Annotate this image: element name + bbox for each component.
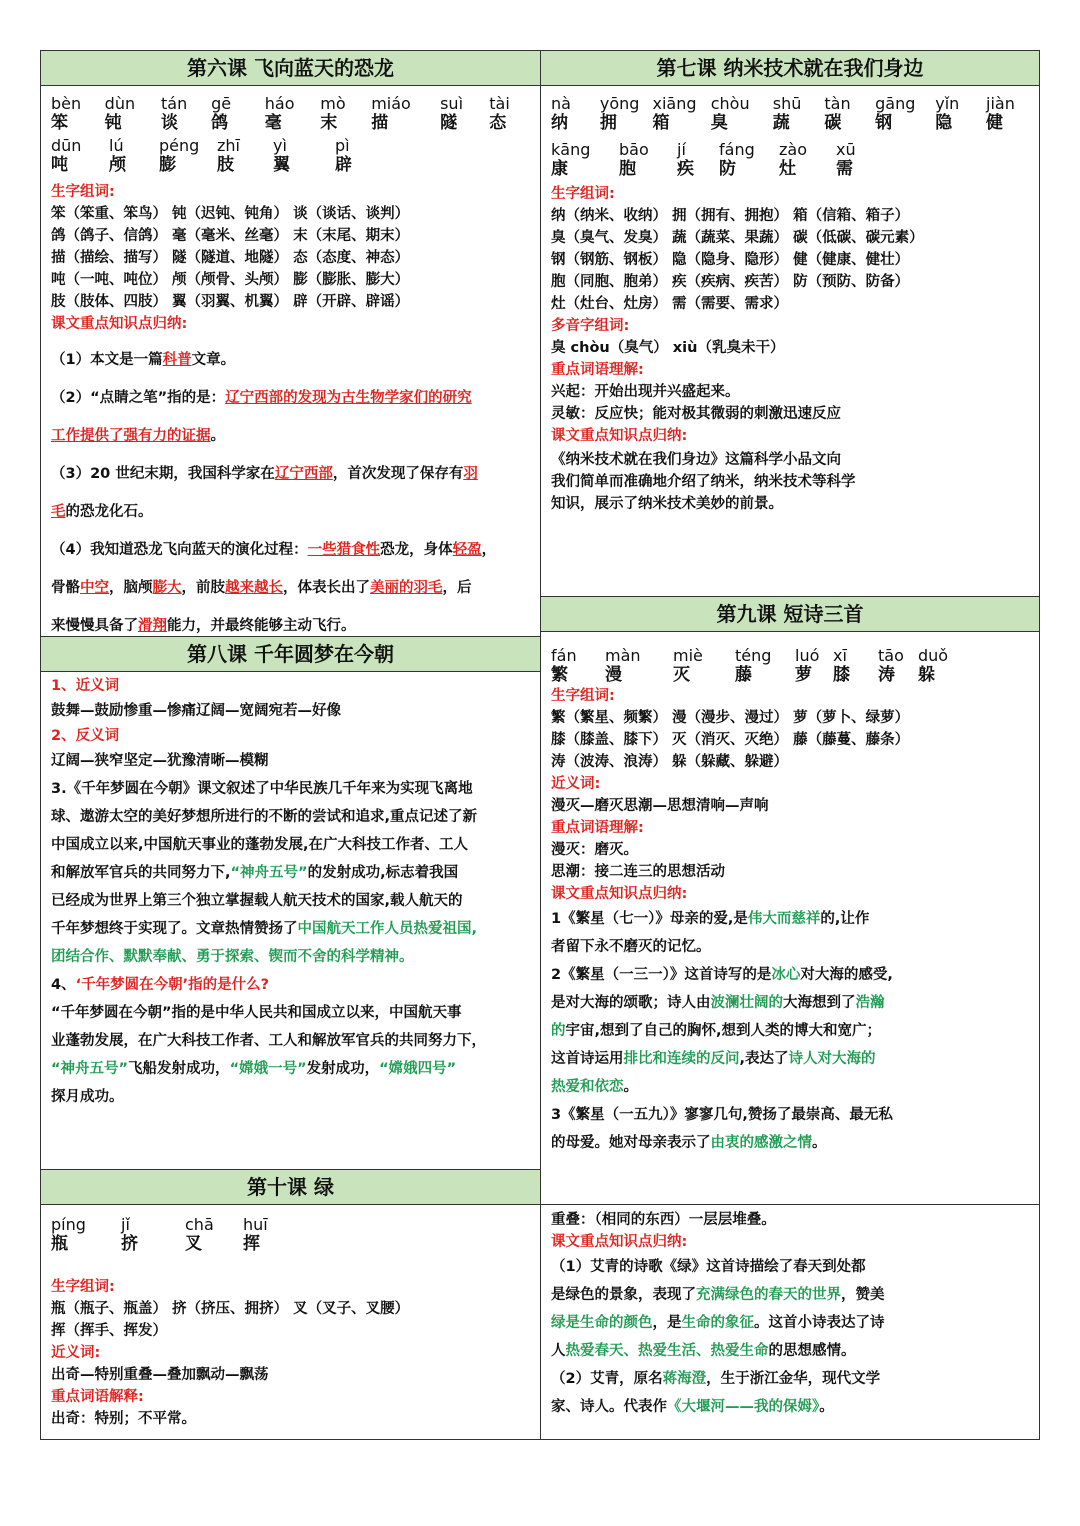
pinyin-text: miè: [673, 646, 703, 665]
hanzi-text: 毫: [264, 113, 282, 133]
pinyin-char: [551, 141, 619, 179]
lesson8-answer-line1: “千年梦圆在今朝”指的是中华人民共和国成立以来，中国航天事: [51, 1005, 462, 1021]
lesson10-point1-l3: 绿是生命的颜色，是生命的象征。这首小诗表达了诗: [551, 1315, 885, 1331]
pinyin-text: pì: [335, 136, 350, 155]
pinyin-char: [551, 647, 605, 685]
pinyin-text: yì: [273, 136, 287, 155]
text-line: 知识，展示了纳米技术美妙的前景。: [551, 496, 783, 512]
text-line: 肢（肢体、四肢） 翼（羽翼、机翼） 辟（开辟、辟谣）: [51, 294, 410, 310]
hanzi-text: 胞: [619, 159, 636, 179]
lesson8-panel: [41, 637, 540, 1169]
lesson10-point1-l2: 是绿色的景象，表现了充满绿色的春天的世界，赞美: [551, 1287, 885, 1303]
lesson7-title: 第七课 纳米技术就在我们身边: [541, 51, 1039, 86]
pinyin-char: [105, 95, 161, 133]
lesson6-point3-cont: 毛的恐龙化石。: [51, 504, 153, 520]
pinyin-text: chòu: [710, 94, 750, 113]
pinyin-text: jí: [677, 140, 686, 159]
lesson7-pinyin-row2: [551, 141, 1033, 179]
lesson10-point2: （2）艾青，原名蒋海澄，生于浙江金华，现代文学: [551, 1371, 881, 1387]
text-line: 描（描绘、描写） 隧（隧道、地隧） 态（态度、神态）: [51, 250, 410, 266]
pinyin-char: [273, 137, 335, 175]
hanzi-text: 纳: [551, 113, 568, 133]
lesson9-syn: 漫灭—磨灭思潮—思想清响—声响: [551, 798, 769, 814]
pinyin-char: [673, 647, 735, 685]
text-line: 膝（膝盖、膝下） 灭（消灭、灭绝） 藤（藤蔓、藤条）: [551, 732, 910, 748]
pinyin-char: [217, 137, 273, 175]
lesson7-points: [551, 449, 1033, 515]
hanzi-text: 健: [986, 113, 1003, 133]
hanzi-text: 颅: [109, 155, 126, 175]
lesson8-ant-heading: 2、反义词: [51, 728, 120, 744]
pinyin-char: [677, 141, 719, 179]
pinyin-char: [51, 137, 109, 175]
text-line: 思潮：接二连三的思想活动: [551, 864, 725, 880]
lesson8-para-line5: 已经成为世界上第三个独立掌握载人航天技术的国家,载人航天的: [51, 893, 463, 909]
lesson10-points-heading: 课文重点知识点归纳:: [551, 1234, 688, 1250]
pinyin-char: [600, 95, 653, 133]
lesson7-pinyin-row1: [551, 95, 1033, 133]
text-line: 兴起：开始出现并兴盛起来。: [551, 384, 740, 400]
pinyin-char: [652, 95, 710, 133]
lesson8-answer-line2: 业蓬勃发展，在广大科技工作者、工人和解放军官兵的共同努力下，: [51, 1033, 486, 1049]
pinyin-text: bāo: [619, 140, 649, 159]
pinyin-char: [824, 95, 875, 133]
lesson9-pinyin-row1: [551, 647, 1033, 685]
text-line: 吨（一吨、吨位） 颅（颅骨、头颅） 膨（膨胀、膨大）: [51, 272, 410, 288]
hanzi-text: 膝: [833, 665, 850, 685]
pinyin-char: [243, 1216, 293, 1254]
lesson9-point2-l5: 热爱和依恋。: [551, 1079, 638, 1095]
pinyin-char: [986, 95, 1033, 133]
hanzi-text: 描: [371, 113, 389, 133]
lesson10-syn: 出奇—特别重叠—叠加飘动—飘荡: [51, 1367, 269, 1383]
hanzi-text: 态: [489, 113, 507, 133]
lesson10-right-term: 重叠：（相同的东西）一层层堆叠。: [551, 1212, 776, 1228]
pinyin-text: píng: [51, 1215, 86, 1234]
pinyin-text: luó: [795, 646, 820, 665]
hanzi-text: 钝: [104, 113, 122, 133]
pinyin-text: jǐ: [121, 1215, 130, 1234]
lesson9-terms: [551, 839, 1033, 883]
lesson7-poly: 臭 chòu（臭气） xiù（乳臭未干）: [551, 340, 785, 356]
pinyin-text: mò: [320, 94, 346, 113]
pinyin-text: miáo: [371, 94, 411, 113]
pinyin-char: [211, 95, 265, 133]
lesson7-words-heading: 生字组词:: [551, 186, 615, 202]
lesson9-words: [551, 707, 1033, 773]
pinyin-text: xiāng: [652, 94, 697, 113]
lesson6-point1: （1）本文是一篇科普文章。: [51, 352, 236, 368]
text-line: 笨（笨重、笨鸟） 钝（迟钝、钝角） 谈（谈话、谈判）: [51, 206, 410, 222]
pinyin-text: tài: [489, 94, 510, 113]
pinyin-text: tāo: [878, 646, 904, 665]
lesson8-para-line7: 团结合作、默默奉献、勇于探索、锲而不舍的科学精神。: [51, 949, 414, 965]
lesson9-point2-l3: 的宇宙,想到了自己的胸怀,想到人类的博大和宽广；: [551, 1023, 882, 1039]
text-line: 纳（纳米、收纳） 拥（拥有、拥抱） 箱（信箱、箱子）: [551, 208, 910, 224]
pinyin-text: zhī: [217, 136, 240, 155]
pinyin-text: kāng: [551, 140, 591, 159]
lesson10-point1-l4: 人热爱春天、热爱生活、热爱生命的思想感情。: [551, 1343, 856, 1359]
lesson7-panel: [541, 51, 1039, 596]
hanzi-text: 需: [836, 159, 853, 179]
lesson10-terms-heading: 重点词语解释:: [51, 1389, 144, 1405]
lesson10-words: [51, 1298, 534, 1342]
pinyin-char: [836, 141, 886, 179]
pinyin-char: [551, 95, 600, 133]
pinyin-char: [918, 647, 968, 685]
text-line: 《纳米技术就在我们身边》这篇科学小品文向: [551, 452, 841, 468]
pinyin-text: lú: [109, 136, 124, 155]
pinyin-char: [735, 647, 795, 685]
hanzi-text: 康: [551, 159, 568, 179]
text-line: 涛（波涛、浪涛） 躲（躲藏、躲避）: [551, 754, 789, 770]
lesson7-words: [551, 205, 1033, 315]
notes-sheet: [40, 50, 1040, 1440]
hanzi-text: 辟: [335, 155, 352, 175]
pinyin-char: [489, 95, 534, 133]
lesson8-para-line4: 和解放军官兵的共同努力下,“神舟五号”的发射成功,标志着我国: [51, 865, 459, 881]
pinyin-text: xī: [833, 646, 847, 665]
lesson8-syn-heading: 1、近义词: [51, 678, 120, 694]
text-line: 钢（钢筋、钢板） 隐（隐身、隐形） 健（健康、健壮）: [551, 252, 910, 268]
lesson10-point1: （1）艾青的诗歌《绿》这首诗描绘了春天到处都: [551, 1259, 866, 1275]
lesson6-point2-cont: 工作提供了强有力的证据。: [51, 428, 225, 444]
pinyin-text: chā: [185, 1215, 214, 1234]
lesson9-terms-heading: 重点词语理解:: [551, 820, 644, 836]
pinyin-char: [159, 137, 217, 175]
lesson9-syn-heading: 近义词:: [551, 776, 601, 792]
lesson9-point2-l4: 这首诗运用排比和连续的反问,表达了诗人对大海的: [551, 1051, 876, 1067]
lesson8-answer-line4: 探月成功。: [51, 1089, 124, 1105]
text-line: 挥（挥手、挥发）: [51, 1323, 167, 1339]
hanzi-text: 躲: [918, 665, 935, 685]
lesson6-point4-end: 来慢慢具备了滑翔能力，并最终能够主动飞行。: [51, 618, 356, 634]
lesson7-terms-heading: 重点词语理解:: [551, 362, 644, 378]
hanzi-text: 隐: [935, 113, 953, 133]
lesson9-panel: [541, 597, 1039, 1204]
lesson6-point4: （4）我知道恐龙飞向蓝天的演化过程：一些猎食性恐龙，身体轻盈，: [51, 542, 497, 558]
pinyin-text: shū: [772, 94, 802, 113]
lesson9-point3-cont: 的母爱。她对母亲表示了由衷的感激之情。: [551, 1135, 827, 1151]
pinyin-text: gāng: [875, 94, 916, 113]
hanzi-text: 隧: [440, 113, 458, 133]
pinyin-char: [935, 95, 986, 133]
pinyin-char: [779, 141, 836, 179]
hanzi-text: 疾: [677, 159, 694, 179]
pinyin-text: duǒ: [918, 646, 949, 665]
text-line: 胞（同胞、胞弟） 疾（疾病、疾苦） 防（预防、防备）: [551, 274, 910, 290]
pinyin-text: zào: [779, 140, 807, 159]
pinyin-text: nà: [551, 94, 571, 113]
hanzi-text: 挥: [243, 1234, 260, 1254]
lesson6-pinyin-row2: [51, 137, 534, 175]
lesson10-right-panel: [541, 1205, 1039, 1439]
lesson6-point4-cont: 骨骼中空，脑颅膨大，前肢越来越长，体表长出了美丽的羽毛，后: [51, 580, 472, 596]
hanzi-text: 吨: [51, 155, 68, 175]
pinyin-char: [161, 95, 211, 133]
pinyin-text: dùn: [104, 94, 136, 113]
lesson10-point2-l2: 家、诗人。代表作《大堰河——我的保姆》。: [551, 1399, 834, 1415]
lesson6-words: [51, 203, 534, 313]
pinyin-text: háo: [264, 94, 295, 113]
lesson9-point1-cont: 者留下永不磨灭的记忆。: [551, 939, 711, 955]
lesson6-point2: （2）“点睛之笔”指的是：辽宁西部的发现为古生物学家们的研究: [51, 390, 472, 406]
pinyin-text: fáng: [719, 140, 755, 159]
lesson10-panel: [41, 1170, 540, 1439]
lesson6-point3: （3）20 世纪末期，我国科学家在辽宁西部，首次发现了保存有羽: [51, 466, 478, 482]
hanzi-text: 萝: [795, 665, 812, 685]
text-line: 中国成立以来,中国航天事业的蓬勃发展,在广大科技工作者、工人: [51, 837, 469, 853]
text-line: 球、遨游太空的美好梦想所进行的不断的尝试和追求,重点记述了新: [51, 809, 478, 825]
pinyin-char: [711, 95, 773, 133]
pinyin-text: jiàn: [986, 94, 1015, 113]
text-line: 漫灭：磨灭。: [551, 842, 638, 858]
pinyin-text: màn: [605, 646, 641, 665]
pinyin-char: [121, 1216, 185, 1254]
lesson6-panel: [41, 51, 540, 636]
lesson9-point3: 3《繁星（一五九）》寥寥几句,赞扬了最崇高、最无私: [551, 1107, 893, 1123]
hanzi-text: 灭: [673, 665, 690, 685]
hanzi-text: 拥: [599, 113, 617, 133]
pinyin-char: [619, 141, 677, 179]
lesson9-point2: 2《繁星（一三一）》这首诗写的是冰心对大海的感受,: [551, 967, 893, 983]
pinyin-text: dūn: [51, 136, 82, 155]
lesson10-words-heading: 生字组词:: [51, 1279, 115, 1295]
hanzi-text: 末: [320, 113, 338, 133]
pinyin-text: xū: [836, 140, 856, 159]
hanzi-text: 漫: [605, 665, 622, 685]
text-line: 臭（臭气、发臭） 蔬（蔬菜、果蔬） 碳（低碳、碳元素）: [551, 230, 924, 246]
lesson7-poly-heading: 多音字组词:: [551, 318, 630, 334]
lesson8-question4: 4、‘千年梦圆在今朝’指的是什么?: [51, 977, 270, 993]
hanzi-text: 蔬: [772, 113, 790, 133]
lesson9-words-heading: 生字组词:: [551, 688, 615, 704]
pinyin-char: [51, 95, 105, 133]
pinyin-text: fán: [551, 646, 577, 665]
lesson8-syn: 鼓舞—鼓励惨重—惨痛辽阔—宽阔宛若—好像: [51, 703, 341, 719]
lesson6-words-heading: 生字组词:: [51, 184, 115, 200]
pinyin-char: [440, 95, 489, 133]
pinyin-char: [773, 95, 825, 133]
hanzi-text: 谈: [161, 113, 179, 133]
pinyin-char: [719, 141, 779, 179]
pinyin-text: yōng: [599, 94, 640, 113]
pinyin-text: bèn: [51, 94, 82, 113]
lesson6-pinyin-row1: [51, 95, 534, 133]
pinyin-char: [795, 647, 833, 685]
pinyin-text: gē: [211, 94, 232, 113]
pinyin-char: [320, 95, 371, 133]
pinyin-text: huī: [243, 1215, 268, 1234]
hanzi-text: 笨: [51, 113, 68, 133]
hanzi-text: 挤: [121, 1234, 138, 1254]
pinyin-char: [833, 647, 878, 685]
lesson7-points-heading: 课文重点知识点归纳:: [551, 428, 688, 444]
hanzi-text: 涛: [878, 665, 895, 685]
pinyin-char: [335, 137, 395, 175]
lesson10-term: 出奇：特别；不平常。: [51, 1411, 196, 1427]
lesson10-pinyin-row1: [51, 1216, 534, 1254]
hanzi-text: 箱: [652, 113, 670, 133]
lesson10-syn-heading: 近义词:: [51, 1345, 101, 1361]
hanzi-text: 翼: [273, 155, 290, 175]
pinyin-char: [265, 95, 320, 133]
lesson8-ant: 辽阔—狭窄坚定—犹豫清晰—模糊: [51, 753, 269, 769]
lesson8-paragraph: [51, 775, 534, 859]
pinyin-char: [605, 647, 673, 685]
lesson9-point1: 1《繁星（七一）》母亲的爱,是伟大而慈祥的,让作: [551, 911, 870, 927]
hanzi-text: 钢: [875, 113, 893, 133]
text-line: 灵敏：反应快；能对极其微弱的刺激迅速反应: [551, 406, 841, 422]
hanzi-text: 繁: [551, 665, 568, 685]
pinyin-text: yǐn: [935, 94, 960, 113]
pinyin-text: tán: [161, 94, 188, 113]
lesson8-answer-line3: “神舟五号”飞船发射成功，“嫦娥一号”发射成功，“嫦娥四号”: [51, 1061, 457, 1077]
lesson10-title: 第十课 绿: [41, 1170, 540, 1205]
lesson6-title: 第六课 飞向蓝天的恐龙: [41, 51, 540, 86]
lesson9-point2-l2: 是对大海的颂歌；诗人由波澜壮阔的大海想到了浩瀚: [551, 995, 885, 1011]
pinyin-text: suì: [440, 94, 464, 113]
pinyin-char: [371, 95, 440, 133]
text-line: 3.《千年梦圆在今朝》课文叙述了中华民族几千年来为实现飞离地: [51, 781, 473, 797]
text-line: 灶（灶台、灶房） 需（需要、需求）: [551, 296, 789, 312]
text-line: 瓶（瓶子、瓶盖） 挤（挤压、拥挤） 叉（叉子、叉腰）: [51, 1301, 410, 1317]
hanzi-text: 叉: [185, 1234, 202, 1254]
lesson9-points-heading: 课文重点知识点归纳:: [551, 886, 688, 902]
pinyin-char: [109, 137, 159, 175]
pinyin-text: péng: [159, 136, 200, 155]
hanzi-text: 肢: [217, 155, 234, 175]
pinyin-char: [51, 1216, 121, 1254]
pinyin-char: [878, 647, 918, 685]
hanzi-text: 灶: [779, 159, 796, 179]
pinyin-char: [875, 95, 935, 133]
lesson6-points-heading: 课文重点知识点归纳:: [51, 316, 188, 332]
lesson8-para-line6: 千年梦想终于实现了。文章热情赞扬了中国航天工作人员热爱祖国,: [51, 921, 478, 937]
hanzi-text: 防: [719, 159, 736, 179]
text-line: 我们简单而准确地介绍了纳米，纳米技术等科学: [551, 474, 856, 490]
hanzi-text: 瓶: [51, 1234, 68, 1254]
lesson7-terms: [551, 381, 1033, 425]
hanzi-text: 鸽: [211, 113, 229, 133]
hanzi-text: 碳: [824, 113, 842, 133]
pinyin-char: [185, 1216, 243, 1254]
lesson9-title: 第九课 短诗三首: [541, 597, 1039, 632]
hanzi-text: 膨: [159, 155, 176, 175]
hanzi-text: 臭: [710, 113, 728, 133]
hanzi-text: 藤: [735, 665, 752, 685]
pinyin-text: tàn: [824, 94, 851, 113]
text-line: 繁（繁星、频繁） 漫（漫步、漫过） 萝（萝卜、绿萝）: [551, 710, 910, 726]
pinyin-text: téng: [735, 646, 772, 665]
lesson8-title: 第八课 千年圆梦在今朝: [41, 637, 540, 672]
text-line: 鸽（鸽子、信鸽） 毫（毫米、丝毫） 末（末尾、期末）: [51, 228, 410, 244]
